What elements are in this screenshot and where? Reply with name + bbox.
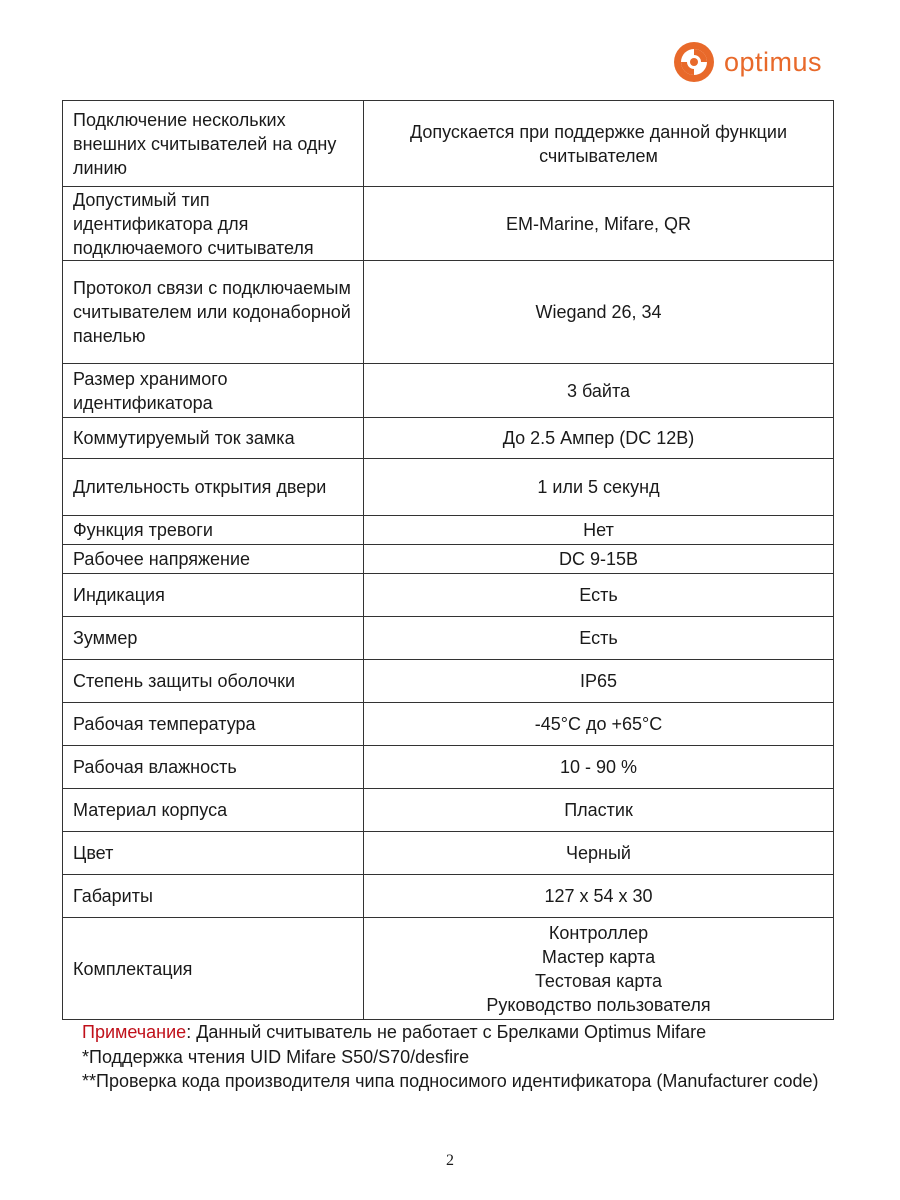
- note-main: [82, 1020, 822, 1045]
- spec-row: [63, 746, 834, 789]
- package-item: Руководство пользователя: [486, 994, 711, 1015]
- spec-value: EM-Marine, Mifare, QR: [364, 187, 834, 261]
- spec-label: Протокол связи с подключаемым считывателем или кодонаборной панелью: [63, 261, 364, 364]
- spec-label: Функция тревоги: [63, 516, 364, 545]
- spec-label: Индикация: [63, 574, 364, 617]
- spec-value: 1 или 5 секунд: [364, 459, 834, 516]
- specs-table: [62, 100, 834, 1020]
- spec-row: [63, 101, 834, 187]
- package-item: Тестовая карта: [534, 970, 663, 991]
- note-line-3: **Проверка кода производителя чипа подносимого идентификатора (Manufacturer code): [82, 1071, 819, 1091]
- spec-label: Цвет: [63, 832, 364, 875]
- spec-label: Рабочая температура: [63, 703, 364, 746]
- brand-logo: [672, 40, 822, 84]
- spec-value: Нет: [364, 516, 834, 545]
- spec-value: Черный: [364, 832, 834, 875]
- note-main-text: : Данный считыватель не работает с Брелками Optimus Mifare: [186, 1022, 707, 1042]
- spec-row: [63, 261, 834, 364]
- spec-row: [63, 703, 834, 746]
- spec-row: [63, 789, 834, 832]
- optimus-logo-icon: [672, 40, 716, 84]
- note-label: Примечание: [82, 1022, 187, 1042]
- spec-value: 127 x 54 x 30: [364, 875, 834, 918]
- spec-label: Степень защиты оболочки: [63, 660, 364, 703]
- spec-label: Длительность открытия двери: [63, 459, 364, 516]
- spec-value: IP65: [364, 660, 834, 703]
- spec-value: До 2.5 Ампер (DC 12В): [364, 418, 834, 459]
- spec-value: -45°C до +65°C: [364, 703, 834, 746]
- spec-row: [63, 918, 834, 1020]
- spec-value: Пластик: [364, 789, 834, 832]
- spec-value: 10 - 90 %: [364, 746, 834, 789]
- spec-row: [63, 364, 834, 418]
- spec-label: Материал корпуса: [63, 789, 364, 832]
- spec-value: Есть: [364, 617, 834, 660]
- spec-row: [63, 418, 834, 459]
- spec-value: DC 9-15В: [364, 545, 834, 574]
- spec-label: Рабочая влажность: [63, 746, 364, 789]
- package-item: Контроллер: [548, 922, 649, 943]
- spec-value: Допускается при поддержке данной функции считывателем: [364, 101, 834, 187]
- spec-row: [63, 545, 834, 574]
- brand-name: optimus: [724, 46, 823, 77]
- spec-value: Есть: [364, 574, 834, 617]
- note-line-2: *Поддержка чтения UID Mifare S50/S70/desfire: [82, 1046, 470, 1067]
- spec-label: Габариты: [63, 875, 364, 918]
- notes: [82, 1020, 822, 1094]
- spec-label: Подключение нескольких внешних считывателей на одну линию: [63, 101, 364, 187]
- package-item: Мастер карта: [541, 946, 656, 967]
- spec-value: Wiegand 26, 34: [364, 261, 834, 364]
- page-number: 2: [446, 1152, 454, 1169]
- spec-label: Рабочее напряжение: [63, 545, 364, 574]
- spec-label: Допустимый тип идентификатора для подключаемого считывателя: [63, 187, 364, 261]
- spec-row: [63, 617, 834, 660]
- spec-row: [63, 459, 834, 516]
- spec-label: Зуммер: [63, 617, 364, 660]
- spec-row: [63, 660, 834, 703]
- spec-value: [364, 918, 834, 1020]
- spec-label: Комплектация: [63, 918, 364, 1020]
- spec-row: [63, 574, 834, 617]
- spec-label: Размер хранимого идентификатора: [63, 364, 364, 418]
- spec-value: 3 байта: [364, 364, 834, 418]
- spec-row: [63, 875, 834, 918]
- spec-label: Коммутируемый ток замка: [63, 418, 364, 459]
- spec-row: [63, 187, 834, 261]
- spec-row: [63, 832, 834, 875]
- spec-row: [63, 516, 834, 545]
